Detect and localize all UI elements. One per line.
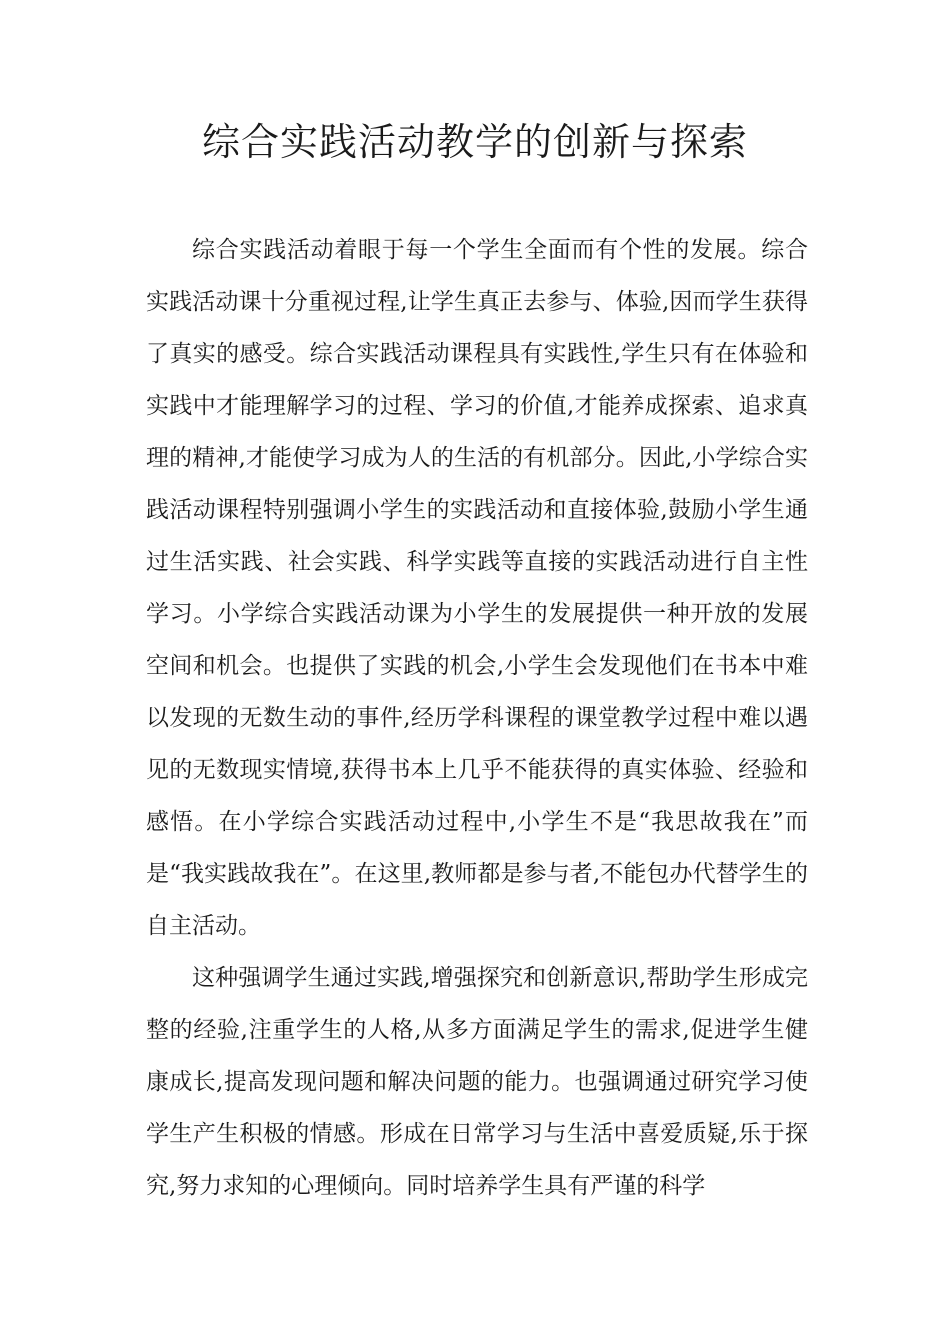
paragraph-1: 综合实践活动着眼于每一个学生全面而有个性的发展。综合实践活动课十分重视过程,让学生真正去参与、体验,因而学生获得了真实的感受。综合实践活动课程具有实践性,学生只有在体验和实践中才能理解学习的过程、学习的价值,才能养成探索、追求真理的精神,才能使学习成为人的生活的有机部分。因此,小学综合实践活动课程特别强调小学生的实践活动和直接体验,鼓励小学生通过生活实践、社会实践、科学实践等直接的实践活动进行自主性学习。小学综合实践活动课为小学生的发展提供一种开放的发展空间和机会。也提供了实践的机会,小学生会发现他们在书本中难以发现的无数生动的事件,经历学科课程的课堂教学过程中难以遇见的无数现实情境,获得书本上几乎不能获得的真实体验、经验和感悟。在小学综合实践活动过程中,小学生不是“我思故我在”而是“我实践故我在”。在这里,教师都是参与者,不能包办代替学生的自主活动。 [146,237,808,939]
document-title: 综合实践活动教学的创新与探索 [201,120,748,164]
paragraph-2: 这种强调学生通过实践,增强探究和创新意识,帮助学生形成完整的经验,注重学生的人格,从多方面满足学生的需求,促进学生健康成长,提高发现问题和解决问题的能力。也强调通过研究学习使学生产生积极的情感。形成在日常学习与生活中喜爱质疑,乐于探究,努力求知的心理倾向。同时培养学生具有严谨的科学 [146,965,808,1199]
document-body [146,224,808,1212]
